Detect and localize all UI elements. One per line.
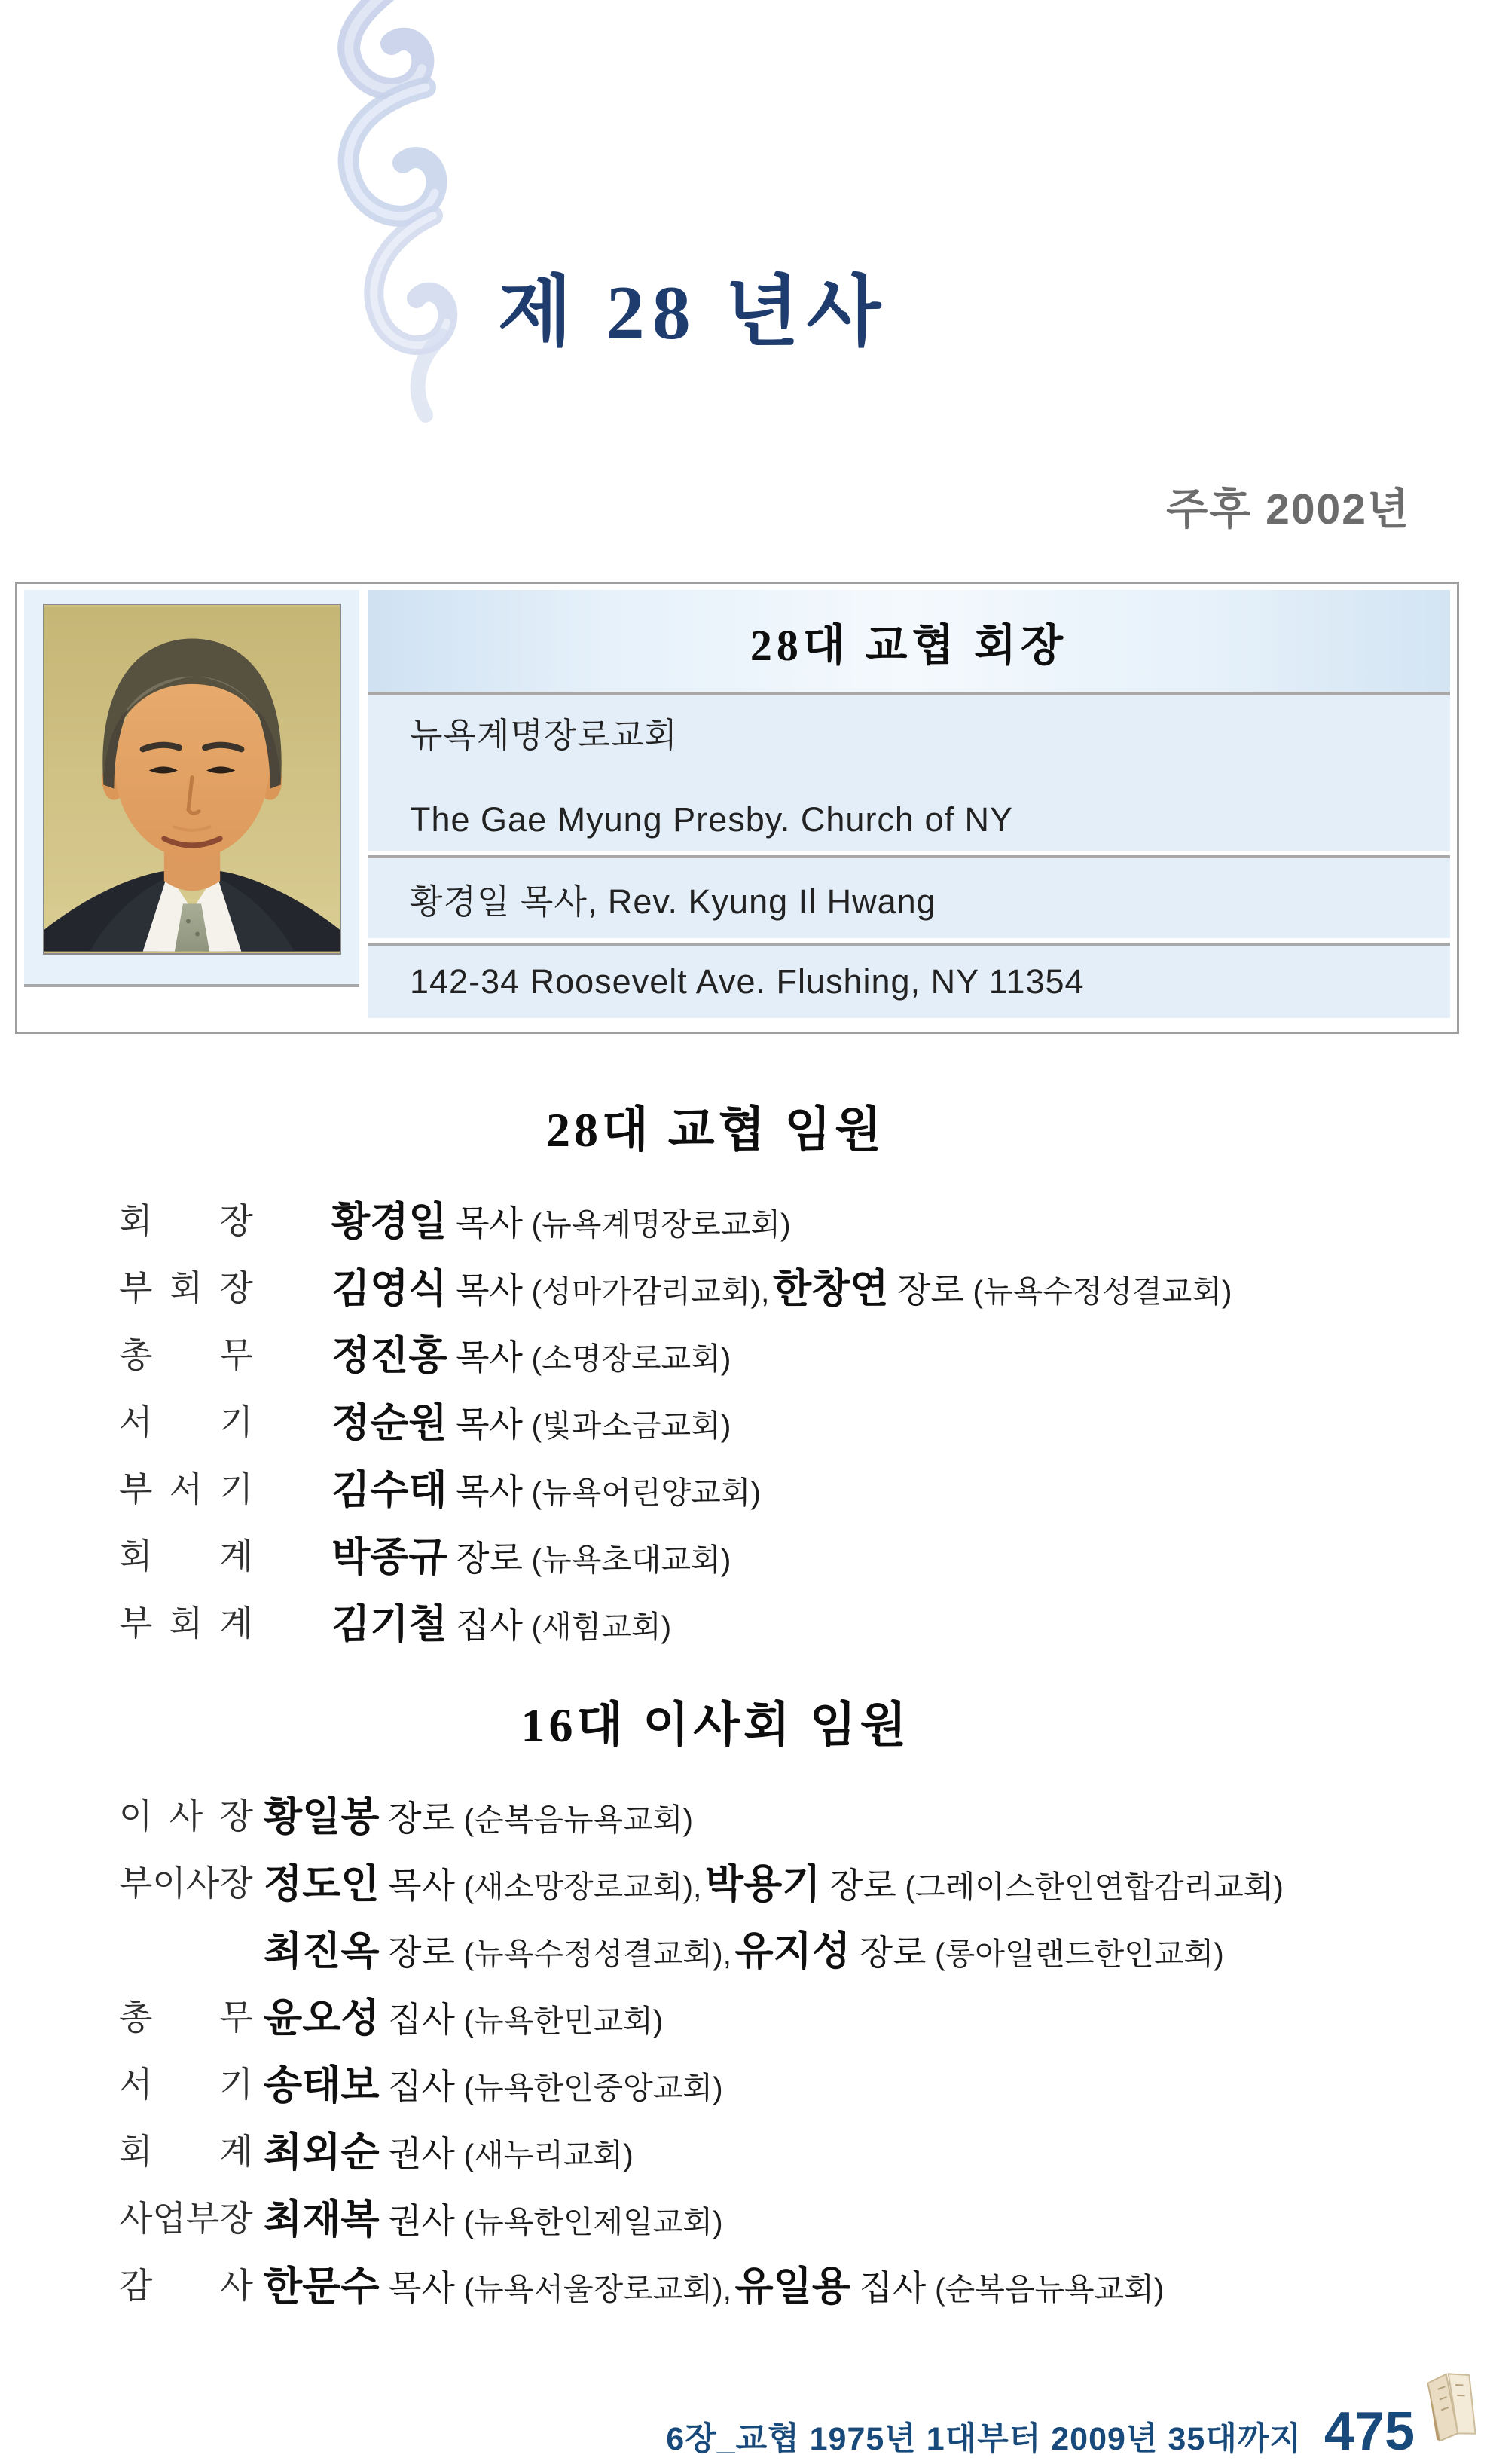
officer-row <box>0 2182 1487 2249</box>
officer-title: 장로 <box>888 1270 973 1310</box>
officer-value <box>264 1785 693 1842</box>
officer-church: (뉴욕한인제일교회) <box>463 2204 723 2239</box>
page-title: 제 28 년사 <box>497 271 889 356</box>
officer-name: 한문수 <box>264 2264 380 2309</box>
officer-title: 집사 <box>379 2000 464 2039</box>
officers-section <box>0 1689 1487 2316</box>
president-card <box>15 582 1459 1034</box>
officer-role: 서 기 <box>119 2064 253 2104</box>
officer-name: 송태보 <box>264 2063 380 2108</box>
officer-church: (새소망장로교회), <box>463 1869 702 1904</box>
officer-row <box>0 1780 1487 1847</box>
officer-role: 부 회 장 <box>119 1267 253 1307</box>
church-name-cell <box>368 695 1450 851</box>
officer-value <box>331 1391 731 1448</box>
officer-church: (순복음뉴욕교회) <box>934 2271 1165 2307</box>
pastor-name-cell <box>368 855 1450 938</box>
section-title: 28대 교협 임원 <box>545 1103 886 1157</box>
officer-value <box>264 2053 723 2111</box>
officer-name: 김영식 <box>331 1267 447 1311</box>
officers-section <box>0 1094 1487 1654</box>
officer-church: (뉴욕한민교회) <box>463 2003 664 2038</box>
card-header-title: 28대 교협 회장 <box>750 620 1068 670</box>
officer-row <box>0 1981 1487 2048</box>
officer-row <box>0 2048 1487 2115</box>
officer-name: 최외순 <box>264 2130 380 2175</box>
officer-title: 집사 <box>447 1606 532 1645</box>
officer-church: (뉴욕수정성결교회) <box>973 1273 1232 1309</box>
officer-role: 감 사 <box>119 2265 253 2305</box>
officer-role: 서 기 <box>119 1402 253 1441</box>
officer-title: 집사 <box>379 2067 464 2106</box>
photo-panel <box>24 590 359 987</box>
officer-name: 최재복 <box>264 2197 380 2242</box>
officer-title: 장로 <box>820 1866 905 1905</box>
officer-row <box>0 1847 1487 1914</box>
officer-church: (순복음뉴욕교회) <box>463 1802 694 1837</box>
officer-name: 김수태 <box>331 1468 447 1512</box>
officer-title: 권사 <box>379 2201 464 2240</box>
officer-row <box>0 1386 1487 1453</box>
officer-title: 목사 <box>379 2268 464 2307</box>
officer-church: (뉴욕수정성결교회), <box>463 1936 732 1971</box>
officer-name: 윤오성 <box>264 1996 380 2041</box>
officer-role: 총 무 <box>119 1334 253 1374</box>
officer-value <box>331 1324 731 1381</box>
officer-role: 회 계 <box>119 2131 253 2171</box>
officer-title: 집사 <box>850 2268 935 2307</box>
officer-name: 정도인 <box>264 1862 380 1906</box>
officer-role: 부 회 계 <box>119 1603 253 1643</box>
open-book-icon <box>1422 2365 1482 2443</box>
address-cell <box>368 943 1450 1018</box>
section-title: 16대 이사회 임원 <box>521 1698 911 1752</box>
officer-church: (뉴욕한인중앙교회) <box>463 2070 723 2105</box>
officer-church: (뉴욕계명장로교회) <box>531 1206 791 1242</box>
officer-church: (롱아일랜드한인교회) <box>934 1936 1224 1971</box>
officer-church: (뉴욕어린양교회) <box>531 1475 762 1510</box>
cloud-ornament <box>245 0 501 434</box>
officer-value <box>331 1592 671 1649</box>
officer-title: 목사 <box>447 1337 532 1377</box>
officer-role: 총 무 <box>119 1997 253 2037</box>
page-footer <box>666 2401 1415 2462</box>
officer-title: 목사 <box>447 1405 532 1444</box>
officer-name: 정진홍 <box>331 1334 447 1378</box>
president-photo <box>43 604 341 955</box>
officer-value <box>331 1458 761 1515</box>
officer-value <box>331 1525 731 1582</box>
officer-church: (뉴욕서울장로교회), <box>463 2271 732 2307</box>
officer-row <box>0 1520 1487 1587</box>
president-info <box>368 590 1450 1026</box>
officer-church: (빛과소금교회) <box>531 1408 731 1443</box>
officer-name: 황경일 <box>331 1200 447 1244</box>
officer-value <box>264 2120 634 2178</box>
officer-name: 유지성 <box>734 1929 851 1973</box>
officer-row <box>0 2249 1487 2316</box>
officer-rows <box>0 1780 1487 2316</box>
officer-rows <box>0 1185 1487 1654</box>
officer-name: 황일봉 <box>264 1795 380 1839</box>
officer-value <box>264 2255 1165 2312</box>
page-number: 475 <box>1324 2401 1415 2462</box>
officer-role: 회 장 <box>119 1200 253 1240</box>
officer-row <box>0 1319 1487 1386</box>
officer-name: 유일용 <box>734 2264 851 2309</box>
date-label: 주후 2002년 <box>1166 485 1410 533</box>
officer-title: 장로 <box>379 1933 464 1972</box>
officer-row <box>0 1914 1487 1981</box>
officer-row <box>0 2115 1487 2182</box>
officer-church: (그레이스한인연합감리교회) <box>905 1869 1284 1904</box>
officer-value <box>264 1986 663 2044</box>
officer-name: 한창연 <box>772 1267 889 1311</box>
officer-value <box>264 1919 1224 1976</box>
church-name-english: The Gae Myung Presby. Church of NY <box>410 799 1013 839</box>
officer-title: 목사 <box>447 1472 532 1511</box>
officer-name: 김기철 <box>331 1602 447 1646</box>
officer-title: 목사 <box>447 1203 532 1243</box>
officer-title: 장로 <box>379 1799 464 1838</box>
officer-row <box>0 1185 1487 1252</box>
portrait-illustration <box>44 605 340 953</box>
officer-value <box>264 2187 723 2245</box>
officer-title: 장로 <box>447 1539 532 1578</box>
officer-church: (성마가감리교회), <box>531 1273 770 1309</box>
officer-title: 목사 <box>379 1866 464 1905</box>
officer-value <box>264 1852 1284 1909</box>
officer-role: 이 사 장 <box>119 1796 253 1836</box>
officer-name: 박종규 <box>331 1535 447 1579</box>
officer-church: (소명장로교회) <box>531 1341 731 1376</box>
card-header <box>368 590 1450 695</box>
officer-value <box>331 1190 791 1247</box>
chapter-label: 6장_교협 1975년 1대부터 2009년 35대까지 <box>666 2421 1302 2457</box>
officer-church: (뉴욕초대교회) <box>531 1542 731 1577</box>
officer-role: 회 계 <box>119 1536 253 1576</box>
officer-row <box>0 1587 1487 1654</box>
officer-value <box>331 1257 1232 1314</box>
officer-church: (새누리교회) <box>463 2137 634 2172</box>
church-address: 142-34 Roosevelt Ave. Flushing, NY 11354 <box>410 962 1085 1001</box>
officer-title: 목사 <box>447 1270 532 1310</box>
officer-name: 정순원 <box>331 1401 447 1445</box>
pastor-name: 황경일 목사, Rev. Kyung Il Hwang <box>410 882 936 921</box>
officer-title: 장로 <box>850 1933 935 1972</box>
officer-role: 부 서 기 <box>119 1469 253 1509</box>
officer-name: 최진옥 <box>264 1929 380 1973</box>
officer-role: 사업부장 <box>119 2198 253 2238</box>
officer-row <box>0 1453 1487 1520</box>
officer-church: (새힘교회) <box>531 1609 672 1644</box>
officer-row <box>0 1252 1487 1319</box>
officer-title: 권사 <box>379 2134 464 2173</box>
officer-name: 박용기 <box>704 1862 821 1906</box>
church-name-korean: 뉴욕계명장로교회 <box>410 715 678 754</box>
officer-role: 부이사장 <box>119 1863 253 1903</box>
